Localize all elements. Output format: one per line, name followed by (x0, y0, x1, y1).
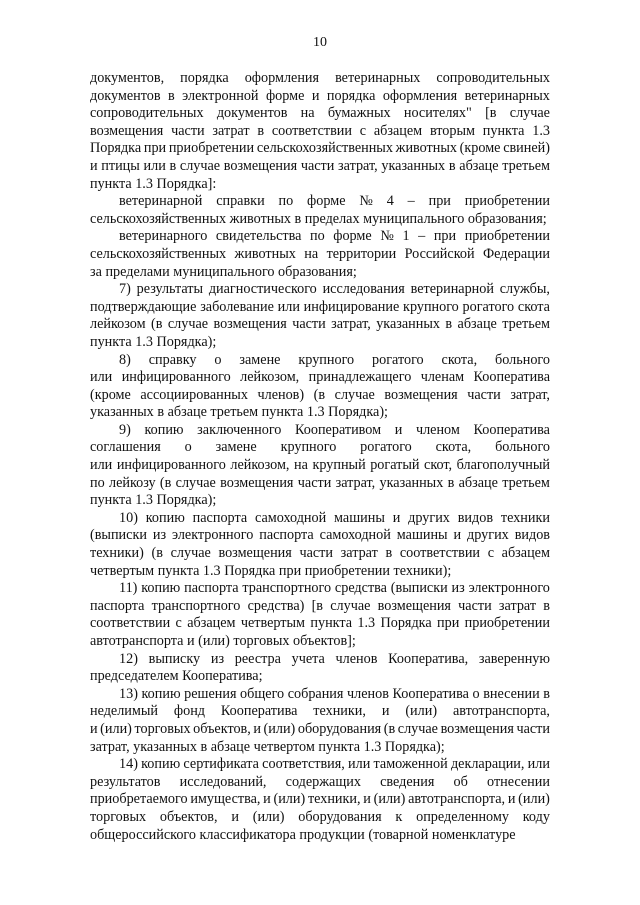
text-line: сопроводительных документов на бумажных носителях" [в случае (90, 105, 550, 122)
text-line: четвертым пункта 1.3 Порядка при приобретении техники); (90, 562, 452, 579)
text-line: 7) результаты диагностического исследования ветеринарной службы, (119, 281, 550, 298)
text-line: пункта 1.3 Порядка]: (90, 175, 217, 192)
paragraph-item-7 (90, 281, 550, 351)
text-line: и (или) торговых объектов, и (или) оборудования (в случае возмещения части (90, 720, 550, 737)
text-line: или инфицированного лейкозом, на крупный рогатый скот, благополучный (90, 457, 550, 474)
paragraph-intro (90, 70, 550, 193)
paragraph-item-13 (90, 686, 550, 756)
text-line: за пределами муниципального образования; (90, 263, 357, 280)
text-line: 8) справку о замене крупного рогатого скота, больного (119, 351, 550, 368)
text-line: соглашения о замене крупного рогатого скота, больного (90, 439, 550, 456)
text-line: лейкозом (в случае возмещения части затрат, указанных в абзаце третьем (90, 316, 550, 333)
paragraph-item-8 (90, 352, 550, 422)
text-line: 11) копию паспорта транспортного средства (выписки из электронного (119, 580, 550, 597)
text-line: подтверждающие заболевание или инфицирование крупного рогатого скота (90, 298, 550, 315)
text-line: соответствии с абзацем четвертым пункта 1.3 Порядка при приобретении (90, 615, 550, 632)
text-line: по лейкозу (в случае возмещения части затрат, указанных в абзаце третьем (90, 474, 550, 491)
text-line: председателем Кооператива; (90, 668, 263, 685)
paragraph-vet-certificate-4 (90, 193, 550, 228)
text-line: паспорта транспортного средства) [в случае возмещения части затрат в (90, 597, 550, 614)
text-line: 9) копию заключенного Кооперативом и членом Кооператива (119, 421, 550, 438)
text-line: ветеринарного свидетельства по форме № 1 – при приобретении (119, 228, 550, 245)
text-line: техники) (в случае возмещения части затрат в соответствии с абзацем (90, 545, 550, 562)
text-line: результатов исследований, содержащих сведения об отнесении (90, 773, 550, 790)
paragraph-item-10 (90, 510, 550, 580)
text-line: документов в электронной форме и порядка оформления ветеринарных (90, 87, 550, 104)
text-line: 14) копию сертификата соответствия, или таможенной декларации, или (119, 756, 550, 773)
text-line: и птицы или в случае возмещения части затрат, указанных в абзаце третьем (90, 157, 550, 174)
text-line: Порядка при приобретении сельскохозяйственных животных (кроме свиней) (90, 140, 550, 157)
text-line: общероссийского классификатора продукции (товарной номенклатуре (90, 826, 516, 843)
text-line: затрат, указанных в абзаце четвертом пункта 1.3 Порядка); (90, 738, 445, 755)
text-line: сельскохозяйственных животных на территории Российской Федерации (90, 245, 550, 262)
text-line: торговых объектов, и (или) оборудования к определенному коду (90, 808, 550, 825)
text-line: возмещения части затрат в соответствии с абзацем вторым пункта 1.3 (90, 122, 550, 139)
page-number: 10 (313, 35, 327, 50)
text-line: 13) копию решения общего собрания членов Кооператива о внесении в (119, 685, 550, 702)
text-line: 10) копию паспорта самоходной машины и других видов техники (119, 509, 550, 526)
text-line: пункта 1.3 Порядка); (90, 492, 217, 509)
text-line: (кроме ассоциированных членов) (в случае возмещения части затрат, (90, 386, 550, 403)
document-body (90, 70, 550, 844)
text-line: документов, порядка оформления ветеринарных сопроводительных (90, 70, 550, 86)
text-line: указанных в абзаце третьем пункта 1.3 Порядка); (90, 404, 388, 421)
paragraph-item-14 (90, 756, 550, 844)
paragraph-vet-certificate-1 (90, 228, 550, 281)
paragraph-item-12 (90, 651, 550, 686)
text-line: 12) выписку из реестра учета членов Кооператива, заверенную (119, 650, 550, 667)
text-line: или инфицированного лейкозом, принадлежащего членам Кооператива (90, 369, 550, 386)
paragraph-item-9 (90, 422, 550, 510)
text-line: (выписки из электронного паспорта самоходной машины и других видов (90, 527, 550, 544)
text-line: неделимый фонд Кооператива техники, и (или) автотранспорта, (90, 703, 550, 720)
text-line: автотранспорта и (или) торговых объектов]; (90, 633, 356, 649)
text-line: сельскохозяйственных животных в пределах муниципального образования; (90, 210, 547, 227)
text-line: пункта 1.3 Порядка); (90, 333, 217, 350)
text-line: приобретаемого имущества, и (или) техники, и (или) автотранспорта, и (или) (90, 791, 550, 808)
paragraph-item-11 (90, 580, 550, 650)
text-line: ветеринарной справки по форме № 4 – при приобретении (119, 193, 550, 210)
